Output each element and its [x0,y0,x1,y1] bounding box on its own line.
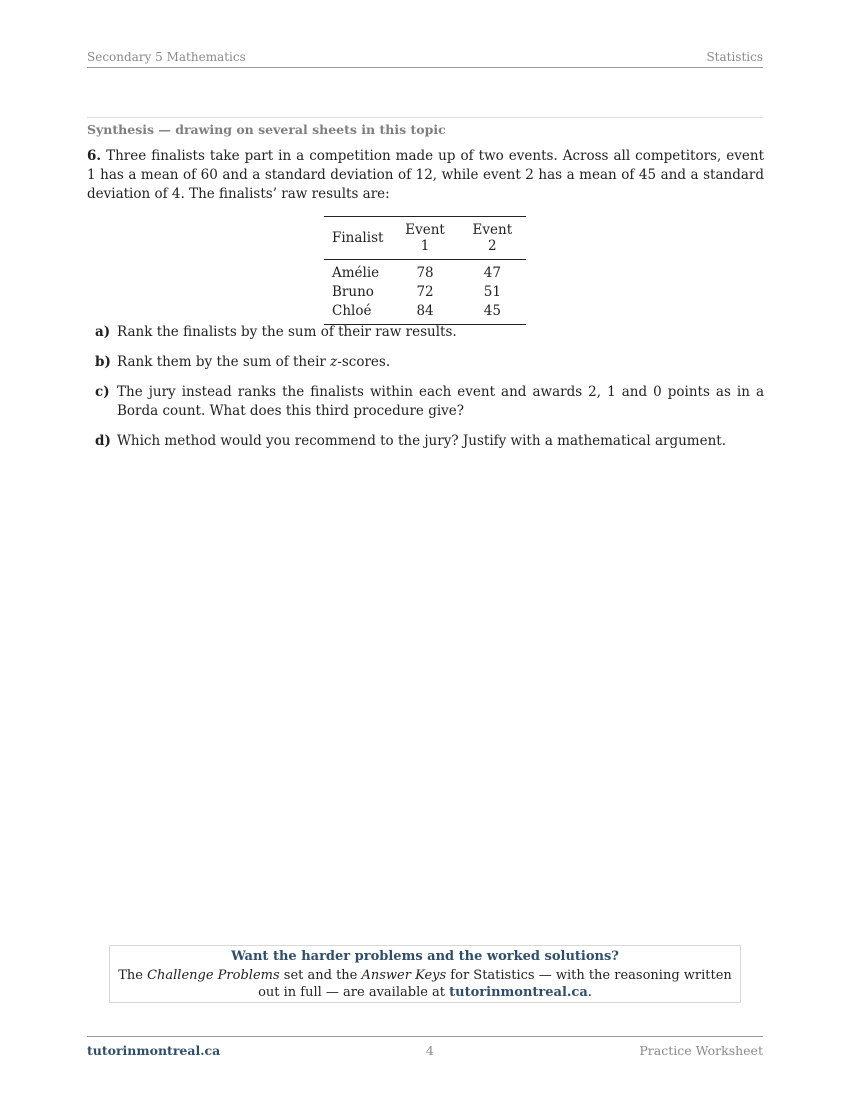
event1-score: 72 [416,284,434,300]
document-type: Practice Worksheet [639,1043,763,1058]
part-text: Which method would you recommend to the jury? Justify with a mathematical argument. [117,433,726,449]
promo-text-part: . [587,985,592,1000]
part-label: b) [95,354,111,370]
question-part-a [87,323,764,342]
part-label: c) [95,384,110,400]
page-footer [87,1036,763,1058]
table-row [324,283,526,302]
promo-box [109,945,741,1003]
promo-text-part: The [118,968,148,983]
event1-score: 78 [416,265,434,281]
promo-link[interactable]: tutorinmontreal.ca [449,985,588,1000]
promo-text-part: for Statistics — with the reasoning written out in full — are available at [258,968,732,1000]
column-header: Finalist [332,230,384,246]
results-table [324,216,526,325]
question-part-c [87,383,764,421]
column-header: Event 2 [472,222,513,254]
finalist-name: Chloé [332,303,372,319]
part-text: The jury instead ranks the finalists within each event and awards 2, 1 and 0 points as in a Borda count. What does this third procedure give? [117,384,764,419]
column-header: Event 1 [405,222,445,254]
page-header [87,50,763,68]
z-variable: z [330,354,338,370]
problem-statement [87,147,764,204]
table-row [324,260,526,284]
event1-score: 84 [416,303,434,319]
event2-score: 47 [483,265,501,281]
answer-keys-title: Answer Keys [361,968,447,983]
question-part-b [87,353,764,372]
finalist-name: Bruno [332,284,374,300]
promo-text [110,967,740,1001]
challenge-problems-title: Challenge Problems [147,968,280,983]
section-divider [87,117,763,118]
section-label: Synthesis — drawing on several sheets in this topic [87,122,446,137]
table-header-row [324,217,526,260]
part-text: Rank them by the sum of their [117,354,331,370]
course-title: Secondary 5 Mathematics [87,50,246,64]
problem-intro: Three finalists take part in a competition made up of two events. Across all competitors, event 1 has a mean of 60 and a standard deviation of 12, while event 2 has a mean of 45 and a standard deviation of 4. The finalists’ raw results are: [87,148,764,202]
question-part-d [87,432,764,451]
event2-score: 45 [483,303,501,319]
finalist-name: Amélie [332,265,380,281]
part-label: d) [95,433,111,449]
part-label: a) [95,324,111,340]
promo-title: Want the harder problems and the worked solutions? [231,949,619,964]
question-parts [87,323,764,462]
promo-text-part: set and the [279,968,362,983]
event2-score: 51 [483,284,501,300]
problem-number: 6. [87,148,102,164]
part-text: Rank the finalists by the sum of their raw results. [117,324,457,340]
topic-title: Statistics [706,50,763,64]
table-row [324,302,526,325]
page-number: 4 [425,1043,434,1058]
footer-site-link[interactable]: tutorinmontreal.ca [87,1043,221,1058]
part-text-end: -scores. [337,354,391,370]
